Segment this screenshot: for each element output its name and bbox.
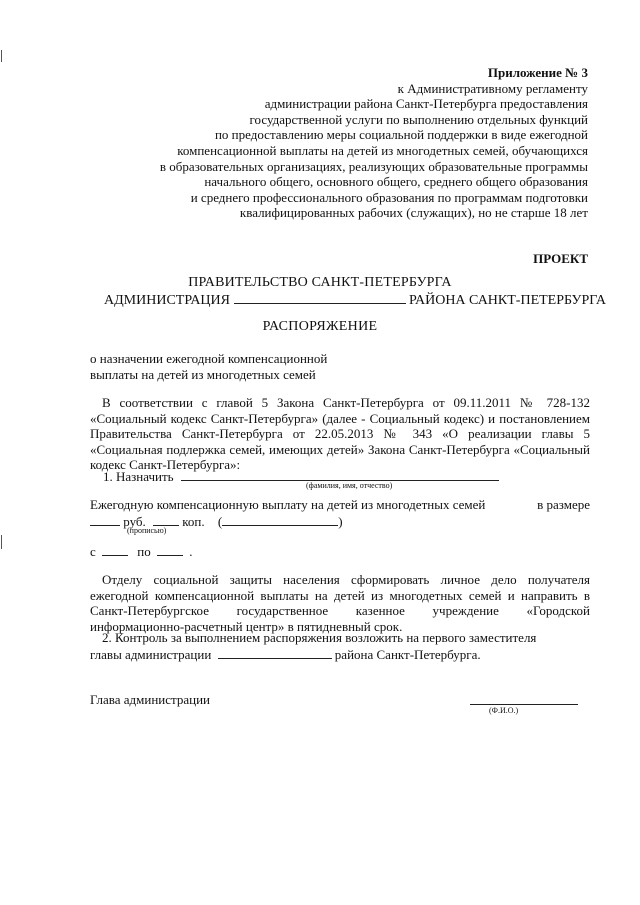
admin-prefix: АДМИНИСТРАЦИЯ	[104, 293, 230, 308]
appendix-line: к Административному регламенту	[397, 80, 588, 96]
item2-prefix: главы администрации	[90, 647, 212, 662]
scan-edge-mark	[1, 50, 2, 62]
item2-line1: 2. Контроль за выполнением распоряжения возложить на первого заместителя	[102, 630, 537, 645]
appendix-line: и среднего профессионального образования по программам подготовки	[190, 189, 588, 205]
payment-text: Ежегодную компенсационную выплату на детей из многодетных семей	[90, 497, 486, 512]
head-of-administration-label: Глава администрации	[90, 692, 211, 707]
appendix-line: государственной услуги по выполнению отдельных функций	[249, 111, 588, 127]
amount-in-words-field[interactable]	[222, 513, 338, 526]
subject	[90, 351, 327, 382]
subject-line: о назначении ежегодной компенсационной	[90, 351, 328, 366]
fio-signature-hint: (Ф.И.О.)	[489, 706, 519, 715]
appendix-line: в образовательных организациях, реализующих образовательные программы	[159, 158, 588, 174]
appendix-line: квалифицированных рабочих (служащих), но не старше 18 лет	[239, 205, 588, 221]
appendix-line: по предоставлению меры социальной поддержки в виде ежегодной	[214, 127, 588, 143]
period-to-label: по	[137, 544, 151, 559]
project-label: ПРОЕКТ	[533, 251, 588, 266]
words-hint: (прописью)	[127, 526, 167, 535]
admin-suffix: РАЙОНА САНКТ-ПЕТЕРБУРГА	[409, 293, 606, 308]
period-from-field[interactable]	[102, 543, 128, 556]
appendix-line: компенсационной выплаты на детей из многодетных семей, обучающихся	[177, 142, 588, 158]
signature-line[interactable]	[470, 704, 578, 705]
item1-row	[103, 468, 499, 484]
appendix-header	[160, 65, 588, 221]
item2-line2	[90, 646, 481, 662]
document-type: РАСПОРЯЖЕНИЕ	[262, 319, 378, 334]
item2-suffix: района Санкт-Петербурга.	[334, 647, 481, 662]
period-to-field[interactable]	[157, 543, 183, 556]
government-title: ПРАВИТЕЛЬСТВО САНКТ-ПЕТЕРБУРГА	[188, 275, 452, 290]
period-row	[90, 543, 193, 559]
district-blank-field[interactable]	[234, 291, 406, 304]
amount-label: в размере	[537, 497, 590, 512]
rub-field[interactable]	[90, 513, 120, 526]
payment-row	[90, 497, 590, 512]
fio-hint: (фамилия, имя, отчество)	[306, 481, 393, 490]
kop-field[interactable]	[153, 513, 179, 526]
scan-edge-mark	[1, 535, 2, 549]
paren-open: (	[217, 514, 223, 529]
paren-close: )	[338, 514, 343, 529]
recipient-name-field[interactable]	[181, 468, 499, 481]
appendix-line: администрации района Санкт-Петербурга предоставления	[264, 96, 588, 112]
preamble-paragraph: В соответствии с главой 5 Закона Санкт-Петербурга от 09.11.2011 № 728-132 «Социальный кодекс Санкт-Петербурга» (далее - Социальный кодекс) и постановлением Правительства Санкт-Петербурга от 22.05.2013 № 343 «О реализации главы 5 «Социальная подлержка семей, имеющих детей» Закона Санкт-Петербурга «Социальный кодекс Санкт-Петербурга»:	[90, 395, 590, 473]
appendix-title: Приложение № 3	[487, 65, 588, 80]
appendix-line: начального общего, основного общего, среднего общего образования	[204, 174, 588, 190]
department-paragraph: Отделу социальной защиты населения сформировать личное дело получателя ежегодной компенсационной выплаты на детей из многодетных семей и направить в Санкт-Петербургское государственное казенное учреждение «Городской информационно-расчетный центр» в пятидневный срок.	[90, 572, 590, 634]
deputy-blank-field[interactable]	[218, 646, 332, 659]
rub-label: руб.	[123, 514, 146, 529]
item1-label: 1. Назначить	[103, 469, 174, 484]
administration-line	[104, 291, 606, 308]
period-from-label: с	[90, 544, 96, 559]
period-end: .	[189, 544, 193, 559]
kop-label: коп.	[182, 514, 205, 529]
subject-line: выплаты на детей из многодетных семей	[90, 366, 316, 382]
